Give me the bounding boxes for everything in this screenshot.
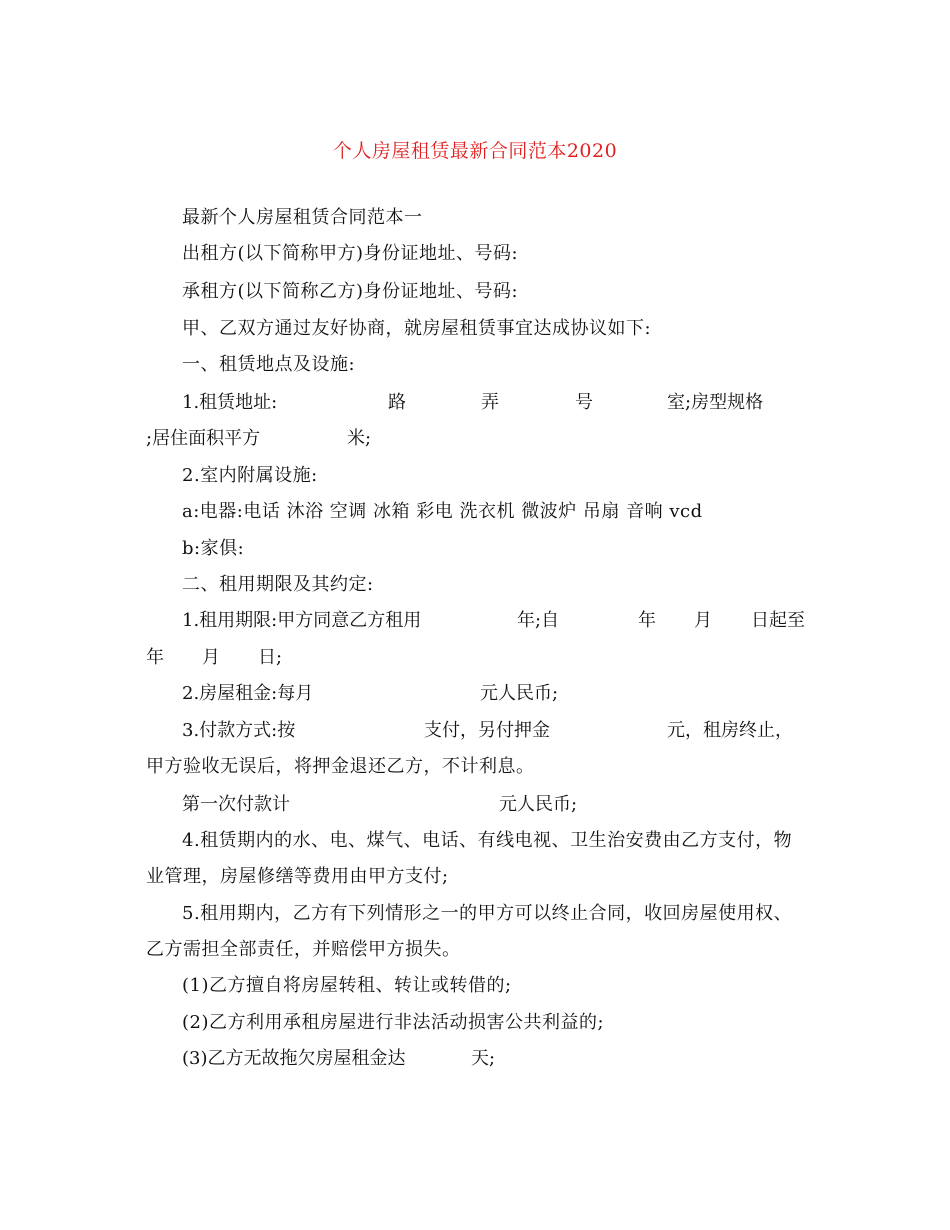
section-heading-location: 一、租赁地点及设施: — [182, 354, 356, 375]
paragraph-agreement: 甲、乙双方通过友好协商，就房屋租赁事宜达成协议如下: — [182, 318, 652, 339]
clause-item-3-unit: 天; — [471, 1048, 496, 1069]
clause-area-label: ;居住面积平方 — [146, 428, 261, 449]
paragraph-lessor: 出租方(以下简称甲方)身份证地址、号码: — [182, 243, 519, 264]
clause-termination: 5.租用期内，乙方有下列情形之一的甲方可以终止合同，收回房屋使用权、 — [182, 903, 793, 924]
clause-term-end-year: 年 — [146, 647, 164, 668]
clause-term-day-from: 日起至 — [751, 610, 805, 631]
clause-item-1: (1)乙方擅自将房屋转租、转让或转借的; — [182, 975, 512, 996]
clause-address-room: 室;房型规格 — [667, 392, 764, 413]
clause-furniture: b:家俱: — [182, 538, 245, 559]
clause-term-end-day: 日; — [258, 647, 283, 668]
clause-address-number: 号 — [575, 392, 593, 413]
clause-payment-termination: 元，租房终止， — [667, 720, 793, 741]
clause-first-payment-label: 第一次付款计 — [182, 794, 290, 815]
clause-item-3-label: (3)乙方无故拖欠房屋租金达 — [182, 1048, 406, 1069]
paragraph-lessee: 承租方(以下简称乙方)身份证地址、号码: — [182, 281, 519, 302]
clause-rent-label: 2.房屋租金:每月 — [182, 683, 314, 704]
paragraph-contract-heading: 最新个人房屋租赁合同范本一 — [182, 207, 423, 228]
clause-payment-deposit: 支付，另付押金 — [424, 720, 550, 741]
clause-term-years: 年;自 — [517, 610, 560, 631]
clause-payment-label: 3.付款方式:按 — [182, 720, 296, 741]
clause-deposit-return: 甲方验收无误后，将押金退还乙方，不计利息。 — [146, 756, 535, 777]
clause-address-lane: 弄 — [481, 392, 499, 413]
clause-termination-cont: 乙方需担全部责任，并赔偿甲方损失。 — [146, 939, 461, 960]
clause-term-month: 月 — [694, 610, 712, 631]
clause-facilities: 2.室内附属设施: — [182, 465, 318, 486]
section-heading-term: 二、租用期限及其约定: — [182, 574, 374, 595]
clause-utilities-cont: 业管理，房屋修缮等费用由甲方支付; — [146, 866, 449, 887]
clause-rent-unit: 元人民币; — [480, 683, 559, 704]
clause-address-label: 1.租赁地址: — [182, 392, 278, 413]
clause-term-end-month: 月 — [202, 647, 220, 668]
clause-item-2: (2)乙方利用承租房屋进行非法活动损害公共利益的; — [182, 1012, 605, 1033]
clause-utilities: 4.租赁期内的水、电、煤气、电话、有线电视、卫生治安费由乙方支付，物 — [182, 830, 793, 851]
document-title: 个人房屋租赁最新合同范本2020 — [332, 140, 618, 162]
clause-appliances: a:电器:电话 沐浴 空调 冰箱 彩电 洗衣机 微波炉 吊扇 音响 vcd — [182, 501, 703, 522]
clause-term-label: 1.租用期限:甲方同意乙方租用 — [182, 610, 422, 631]
clause-address-road: 路 — [388, 392, 406, 413]
clause-first-payment-unit: 元人民币; — [499, 794, 578, 815]
clause-area-unit: 米; — [347, 428, 372, 449]
clause-term-year: 年 — [638, 610, 656, 631]
